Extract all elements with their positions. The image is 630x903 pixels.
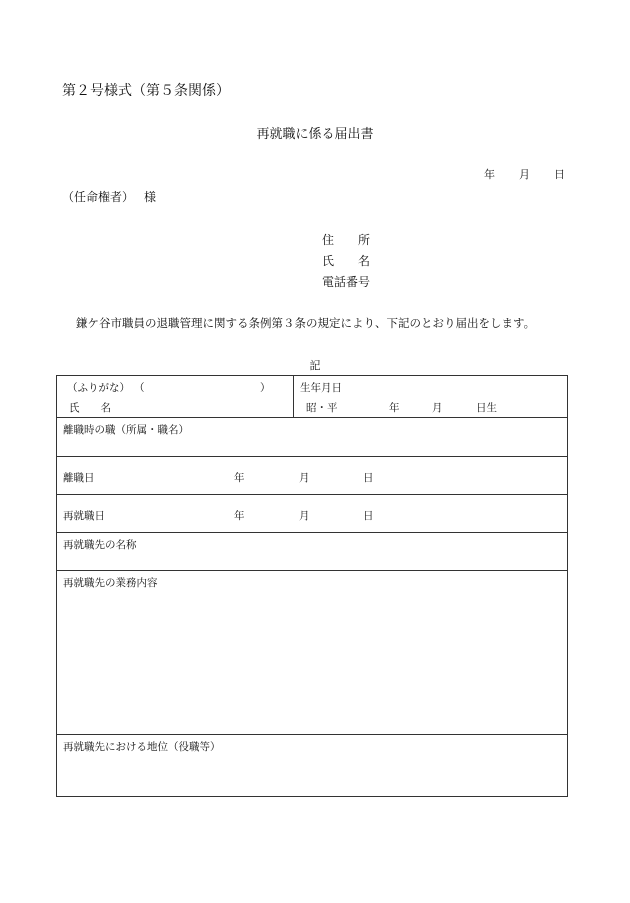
retirement-date-label: 離職日 xyxy=(63,472,95,484)
ki-heading: 記 xyxy=(309,359,321,372)
table-row xyxy=(57,418,568,457)
employer-duties-cell[interactable] xyxy=(57,571,568,735)
furigana-close-paren: ） xyxy=(260,382,271,394)
retirement-day-label: 日 xyxy=(363,472,374,484)
name-label: 氏 名 xyxy=(69,402,111,414)
applicant-address-label: 住 所 xyxy=(322,233,371,247)
name-cell[interactable] xyxy=(57,376,294,418)
table-row xyxy=(57,533,568,571)
employer-position-label: 再就職先における地位（役職等） xyxy=(63,741,221,753)
reemployment-date-label: 再就職日 xyxy=(63,510,105,522)
applicant-phone-label: 電話番号 xyxy=(322,275,371,289)
furigana-open-paren: （ xyxy=(134,382,145,394)
form-number: 第２号様式（第５条関係） xyxy=(62,83,230,99)
employer-position-cell[interactable] xyxy=(57,735,568,797)
table-row xyxy=(57,571,568,735)
reemployment-date-cell[interactable] xyxy=(57,495,568,533)
table-row xyxy=(57,457,568,495)
applicant-name-label: 氏 名 xyxy=(322,254,371,268)
reemployment-month-label: 月 xyxy=(299,510,310,522)
notification-table xyxy=(56,375,568,797)
retirement-date-cell[interactable] xyxy=(57,457,568,495)
birthdate-cell[interactable] xyxy=(294,376,568,418)
birthdate-label: 生年月日 xyxy=(300,382,342,394)
retirement-year-label: 年 xyxy=(234,472,245,484)
table-row xyxy=(57,376,568,418)
date-month: 月 xyxy=(519,168,530,181)
addressee-name: （任命権者） xyxy=(62,190,135,204)
reemployment-day-label: 日 xyxy=(363,510,374,522)
birth-month-label: 月 xyxy=(432,402,443,414)
era-label: 昭・平 xyxy=(306,402,338,414)
document-title: 再就職に係る届出書 xyxy=(256,127,374,142)
submission-date xyxy=(484,166,565,182)
reemployment-year-label: 年 xyxy=(234,510,245,522)
table-row xyxy=(57,735,568,797)
retirement-position-cell[interactable] xyxy=(57,418,568,457)
employer-name-cell[interactable] xyxy=(57,533,568,571)
retirement-month-label: 月 xyxy=(299,472,310,484)
statement-text: 鎌ケ谷市職員の退職管理に関する条例第３条の規定により、下記のとおり届出をします。 xyxy=(76,316,536,330)
date-year: 年 xyxy=(484,168,495,181)
addressee xyxy=(62,188,156,205)
employer-duties-label: 再就職先の業務内容 xyxy=(63,577,158,589)
addressee-honorific: 様 xyxy=(144,190,157,204)
table-row xyxy=(57,495,568,533)
date-day: 日 xyxy=(554,168,565,181)
birth-year-label: 年 xyxy=(389,402,400,414)
retirement-position-label: 離職時の職（所属・職名） xyxy=(63,424,189,436)
furigana-label: （ふりがな） xyxy=(67,382,130,394)
birth-day-label: 日生 xyxy=(476,402,497,414)
employer-name-label: 再就職先の名称 xyxy=(63,539,137,551)
